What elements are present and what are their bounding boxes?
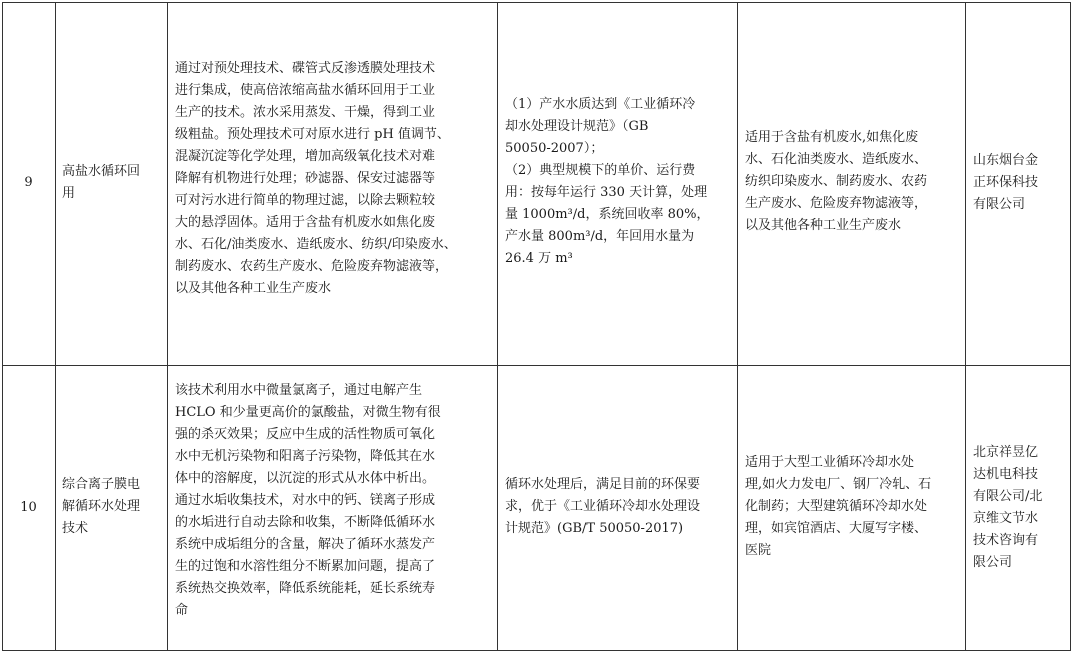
column-divider	[965, 2, 966, 651]
technology-name: 高盐水循环回 用	[62, 164, 141, 201]
table-border-left	[2, 2, 3, 651]
supplier-company: 山东烟台金 正环保科技 有限公司	[973, 153, 1039, 212]
technology-name: 综合离子膜电 解循环水处理 技术	[62, 477, 141, 536]
application-scope: 适用于大型工业循环冷却水处 理,如火力发电厂、钢厂冷轧、石 化制药；大型建筑循环冷却水处 理，如宾馆酒店、大厦写字楼、 医院	[745, 455, 932, 558]
technology-description: 通过对预处理技术、碟管式反渗透膜处理技术 进行集成，使高倍浓缩高盐水循环回用于工业 生产的技术。浓水采用蒸发、干燥，得到工业 级粗盐。预处理技术可对原水进行 pH 值调节、 混凝沉淀等化学处理，增加高级氧化技术对难 降解有机物进行处理；砂滤器、保安过滤器等 可对污水进行简单的物理过滤，以除去颗粒较 大的悬浮固体。适用于含盐有机废水如焦化废 水、石化/油类废水、造纸废水、纺织/印染废水、 制药废水、农药生产废水、危险废弃物滤液等， 以及其他各种工业生产废水	[175, 61, 457, 296]
table-border-bottom	[2, 650, 1071, 651]
row-divider	[2, 365, 1071, 366]
column-divider	[55, 2, 56, 651]
application-scope: 适用于含盐有机废水,如焦化废 水、石化油类废水、造纸废水、 纺织印染废水、制药废水、农药 生产废水、危险废弃物滤液等， 以及其他各种工业生产废水	[745, 130, 928, 233]
column-divider	[737, 2, 738, 651]
row-number: 9	[24, 175, 33, 190]
column-divider	[167, 2, 168, 651]
supplier-company: 北京祥昱亿 达机电科技 有限公司/北 京维文节水 技术咨询有 限公司	[973, 445, 1043, 570]
column-divider	[497, 2, 498, 651]
technology-description: 该技术利用水中微量氯离子，通过电解产生 HCLO 和少量更高价的氯酸盐，对微生物有很 强的杀灭效果；反应中生成的活性物质可氧化 水中无机污染物和阳离子污染物，降低其在水 体中的溶解度，以沉淀的形式从水体中析出。 通过水垢收集技术，对水中的钙、镁离子形成 的水垢进行自动去除和收集，不断降低循环水 系统中成垢组分的含量，解决了循环水蒸发产 生的过饱和水溶性组分不断累加问题，提高了 系统热交换效率，降低系统能耗，延长系统寿 命	[175, 383, 441, 618]
table-border-right	[1070, 2, 1071, 651]
table-border-top	[2, 2, 1071, 3]
technical-indicators: （1）产水水质达到《工业循环冷 却水处理设计规范》（GB 50050-2007）； （2）典型规模下的单价、运行费 用：按每年运行 330 天计算，处理 量 1000m³/d，系统回收率 80%， 产水量 800m³/d，年回用水量为 26.4 万 m³	[505, 97, 710, 266]
technical-indicators: 循环水处理后，满足目前的环保要 求，优于《工业循环冷却水处理设 计规范》(GB/T 50050-2017)	[505, 477, 701, 536]
row-number: 10	[20, 500, 37, 515]
